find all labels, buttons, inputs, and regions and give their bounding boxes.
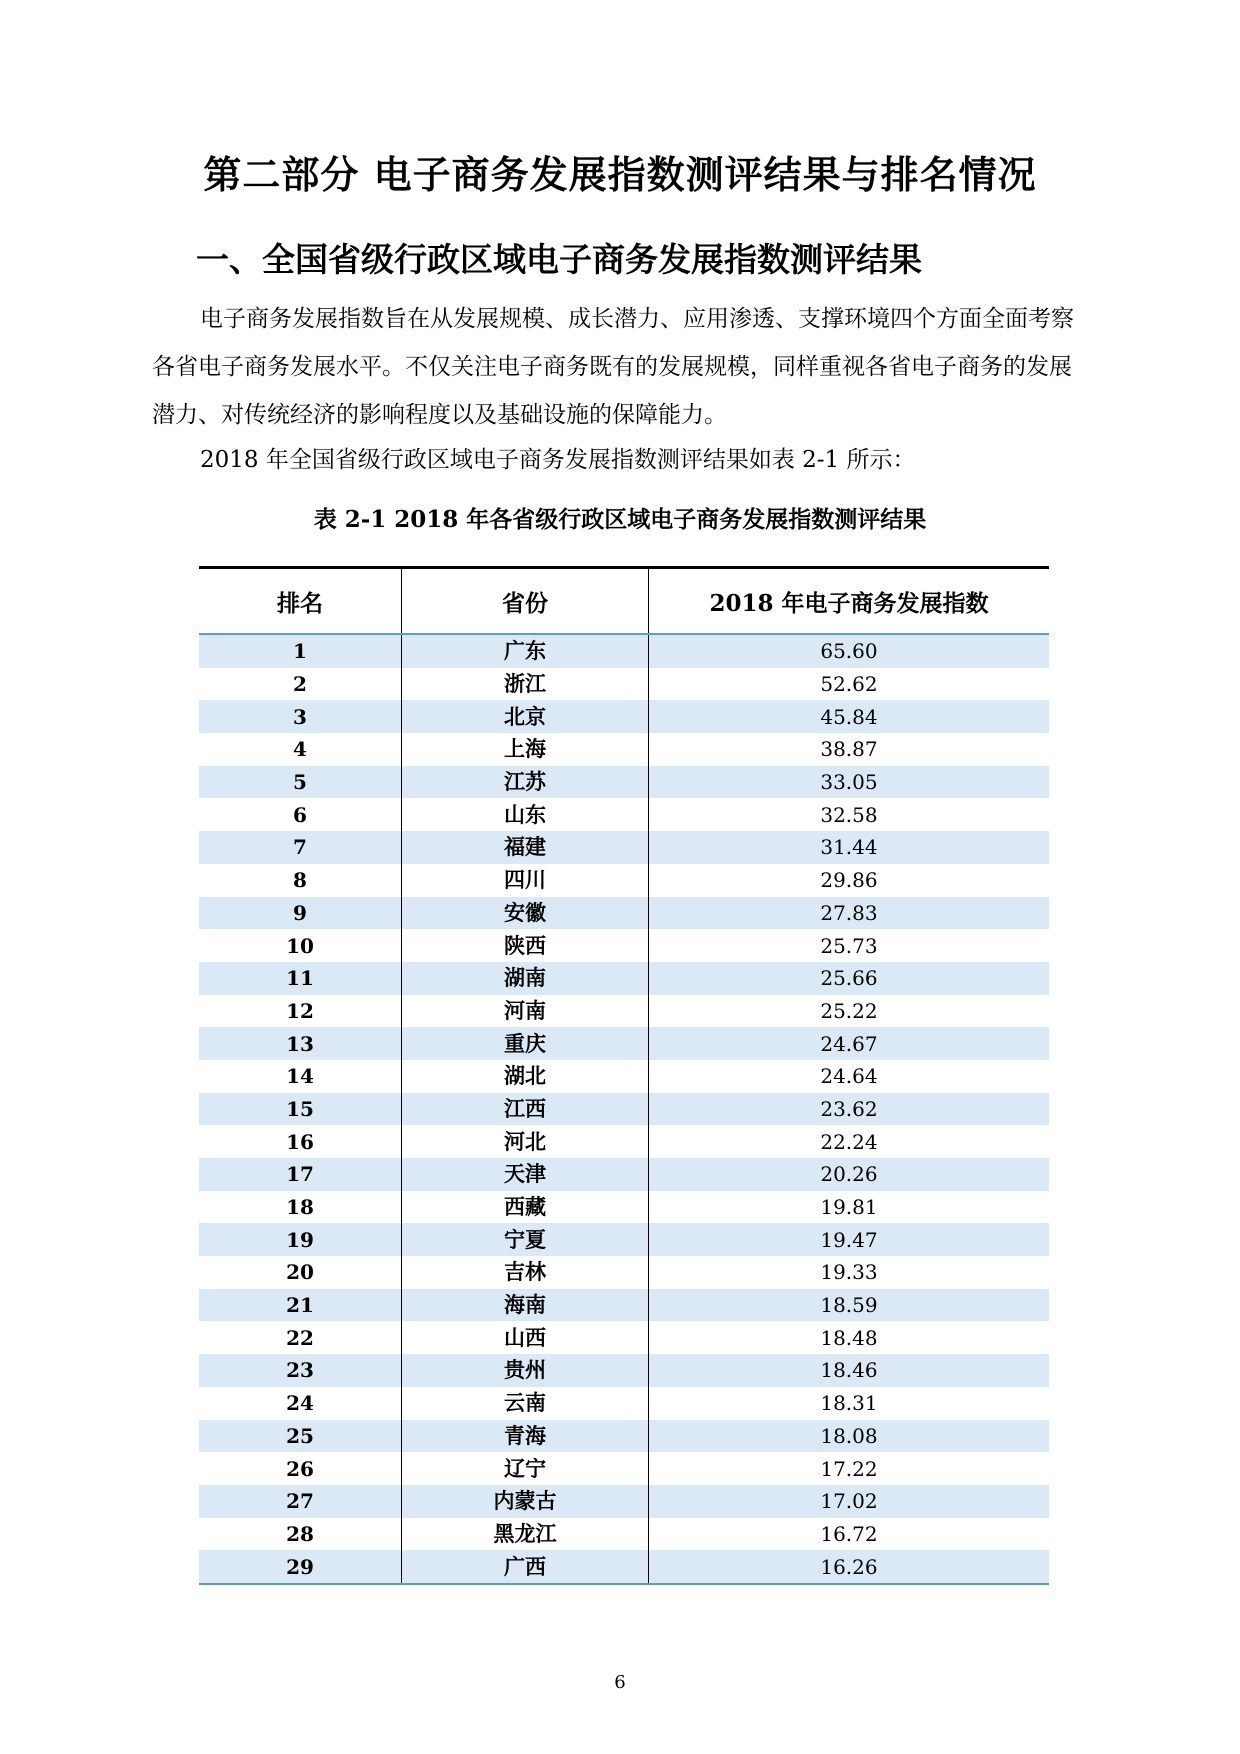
cell-index: 18.46 xyxy=(649,1354,1050,1387)
table-row xyxy=(199,1518,1049,1551)
cell-index: 17.22 xyxy=(820,1456,878,1481)
table-row xyxy=(199,798,1049,831)
cell-province: 山西 xyxy=(402,1321,649,1354)
cell-province: 吉林 xyxy=(402,1256,649,1289)
cell-province: 湖北 xyxy=(402,1060,649,1093)
table-row xyxy=(199,1191,1049,1224)
cell-index: 25.22 xyxy=(820,998,878,1023)
cell-rank: 5 xyxy=(199,766,402,799)
cell-rank: 25 xyxy=(199,1420,402,1453)
cell-index: 18.31 xyxy=(820,1391,878,1416)
cell-index: 20.26 xyxy=(649,1158,1050,1191)
cell-index: 65.60 xyxy=(649,634,1050,668)
intro-paragraph: 电子商务发展指数旨在从发展规模、成长潜力、应用渗透、支撑环境四个方面全面考察各省电子商务发展水平。不仅关注电子商务既有的发展规模，同样重视各省电子商务的发展潜力、对传统经济的影响程度以及基础设施的保障能力。 xyxy=(152,306,1074,428)
table-row xyxy=(199,700,1049,733)
cell-index: 19.33 xyxy=(820,1260,878,1285)
cell-province: 陕西 xyxy=(402,929,649,962)
cell-index: 16.26 xyxy=(649,1550,1050,1584)
cell-province: 广西 xyxy=(402,1550,649,1584)
page-title: 第二部分 电子商务发展指数测评结果与排名情况 xyxy=(203,153,1037,197)
cell-province: 重庆 xyxy=(402,1027,649,1060)
cell-index: 19.47 xyxy=(649,1223,1050,1256)
cell-index: 16.72 xyxy=(820,1521,878,1546)
cell-rank: 3 xyxy=(199,700,402,733)
cell-index: 45.84 xyxy=(649,700,1050,733)
cell-rank: 7 xyxy=(199,831,402,864)
cell-index: 38.87 xyxy=(820,737,878,762)
cell-rank: 29 xyxy=(199,1550,402,1584)
cell-province: 天津 xyxy=(402,1158,649,1191)
cell-index: 24.64 xyxy=(820,1064,878,1089)
table-row xyxy=(199,1485,1049,1518)
table-row xyxy=(199,962,1049,995)
cell-rank: 10 xyxy=(199,929,402,962)
cell-province: 黑龙江 xyxy=(402,1518,649,1551)
table-row xyxy=(199,1550,1049,1584)
cell-rank: 20 xyxy=(199,1256,402,1289)
cell-index: 19.81 xyxy=(820,1195,878,1220)
cell-rank: 18 xyxy=(199,1191,402,1224)
cell-index: 32.58 xyxy=(820,802,878,827)
table-row xyxy=(199,766,1049,799)
cell-province: 湖南 xyxy=(402,962,649,995)
cell-rank: 12 xyxy=(199,995,402,1028)
section-heading: 一、全国省级行政区域电子商务发展指数测评结果 xyxy=(196,240,922,279)
cell-index: 25.73 xyxy=(820,933,878,958)
cell-rank: 23 xyxy=(199,1354,402,1387)
cell-rank: 4 xyxy=(199,733,402,766)
ecommerce-index-table xyxy=(199,566,1049,1585)
cell-province: 上海 xyxy=(402,733,649,766)
cell-index: 23.62 xyxy=(649,1093,1050,1126)
table-row xyxy=(199,634,1049,668)
table-header xyxy=(199,568,1049,635)
cell-province: 安徽 xyxy=(402,897,649,930)
table-row xyxy=(199,1387,1049,1420)
cell-index: 31.44 xyxy=(649,831,1050,864)
cell-rank: 21 xyxy=(199,1289,402,1322)
cell-rank: 13 xyxy=(199,1027,402,1060)
table-row xyxy=(199,1093,1049,1126)
cell-rank: 22 xyxy=(199,1321,402,1354)
cell-rank: 6 xyxy=(199,798,402,831)
table-row xyxy=(199,1354,1049,1387)
table-row xyxy=(199,1125,1049,1158)
table-row xyxy=(199,733,1049,766)
cell-rank: 1 xyxy=(199,634,402,668)
table-row xyxy=(199,1289,1049,1322)
cell-rank: 15 xyxy=(199,1093,402,1126)
cell-rank: 24 xyxy=(199,1387,402,1420)
cell-index: 17.02 xyxy=(649,1485,1050,1518)
cell-province: 河北 xyxy=(402,1125,649,1158)
cell-province: 江苏 xyxy=(402,766,649,799)
cell-province: 海南 xyxy=(402,1289,649,1322)
cell-rank: 27 xyxy=(199,1485,402,1518)
cell-province: 贵州 xyxy=(402,1354,649,1387)
cell-rank: 11 xyxy=(199,962,402,995)
table-row xyxy=(199,1452,1049,1485)
cell-province: 山东 xyxy=(402,798,649,831)
table-row xyxy=(199,1060,1049,1093)
cell-rank: 9 xyxy=(199,897,402,930)
table-row xyxy=(199,668,1049,701)
cell-index: 18.59 xyxy=(649,1289,1050,1322)
cell-province: 云南 xyxy=(402,1387,649,1420)
table-row xyxy=(199,897,1049,930)
table-intro-paragraph: 2018 年全国省级行政区域电子商务发展指数测评结果如表 2-1 所示： xyxy=(200,447,916,473)
table-row xyxy=(199,1420,1049,1453)
cell-province: 浙江 xyxy=(402,668,649,701)
cell-rank: 16 xyxy=(199,1125,402,1158)
table-header-row xyxy=(199,568,1049,635)
cell-index: 22.24 xyxy=(820,1129,878,1154)
table-row xyxy=(199,1027,1049,1060)
page-number: 6 xyxy=(614,1672,626,1693)
cell-rank: 2 xyxy=(199,668,402,701)
cell-index: 25.66 xyxy=(649,962,1050,995)
table-row xyxy=(199,1158,1049,1191)
table-row xyxy=(199,864,1049,897)
cell-index: 33.05 xyxy=(649,766,1050,799)
cell-index: 24.67 xyxy=(649,1027,1050,1060)
cell-province: 青海 xyxy=(402,1420,649,1453)
cell-province: 四川 xyxy=(402,864,649,897)
cell-province: 内蒙古 xyxy=(402,1485,649,1518)
cell-index: 29.86 xyxy=(820,868,878,893)
header-province: 省份 xyxy=(402,568,649,635)
cell-province: 福建 xyxy=(402,831,649,864)
cell-province: 宁夏 xyxy=(402,1223,649,1256)
cell-rank: 14 xyxy=(199,1060,402,1093)
cell-province: 辽宁 xyxy=(402,1452,649,1485)
cell-rank: 28 xyxy=(199,1518,402,1551)
table-row xyxy=(199,1223,1049,1256)
cell-rank: 17 xyxy=(199,1158,402,1191)
cell-index: 18.48 xyxy=(820,1325,878,1350)
table-caption: 表 2-1 2018 年各省级行政区域电子商务发展指数测评结果 xyxy=(313,506,927,533)
cell-province: 河南 xyxy=(402,995,649,1028)
table-row xyxy=(199,831,1049,864)
cell-index: 27.83 xyxy=(649,897,1050,930)
header-index: 2018 年电子商务发展指数 xyxy=(649,568,1050,635)
cell-province: 西藏 xyxy=(402,1191,649,1224)
table-row xyxy=(199,1321,1049,1354)
cell-index: 18.08 xyxy=(649,1420,1050,1453)
table-row xyxy=(199,995,1049,1028)
header-rank: 排名 xyxy=(199,568,402,635)
cell-rank: 19 xyxy=(199,1223,402,1256)
cell-rank: 26 xyxy=(199,1452,402,1485)
cell-province: 江西 xyxy=(402,1093,649,1126)
table-body xyxy=(199,634,1049,1584)
table-row xyxy=(199,1256,1049,1289)
cell-province: 广东 xyxy=(402,634,649,668)
cell-index: 52.62 xyxy=(820,672,878,697)
cell-rank: 8 xyxy=(199,864,402,897)
table-row xyxy=(199,929,1049,962)
cell-province: 北京 xyxy=(402,700,649,733)
